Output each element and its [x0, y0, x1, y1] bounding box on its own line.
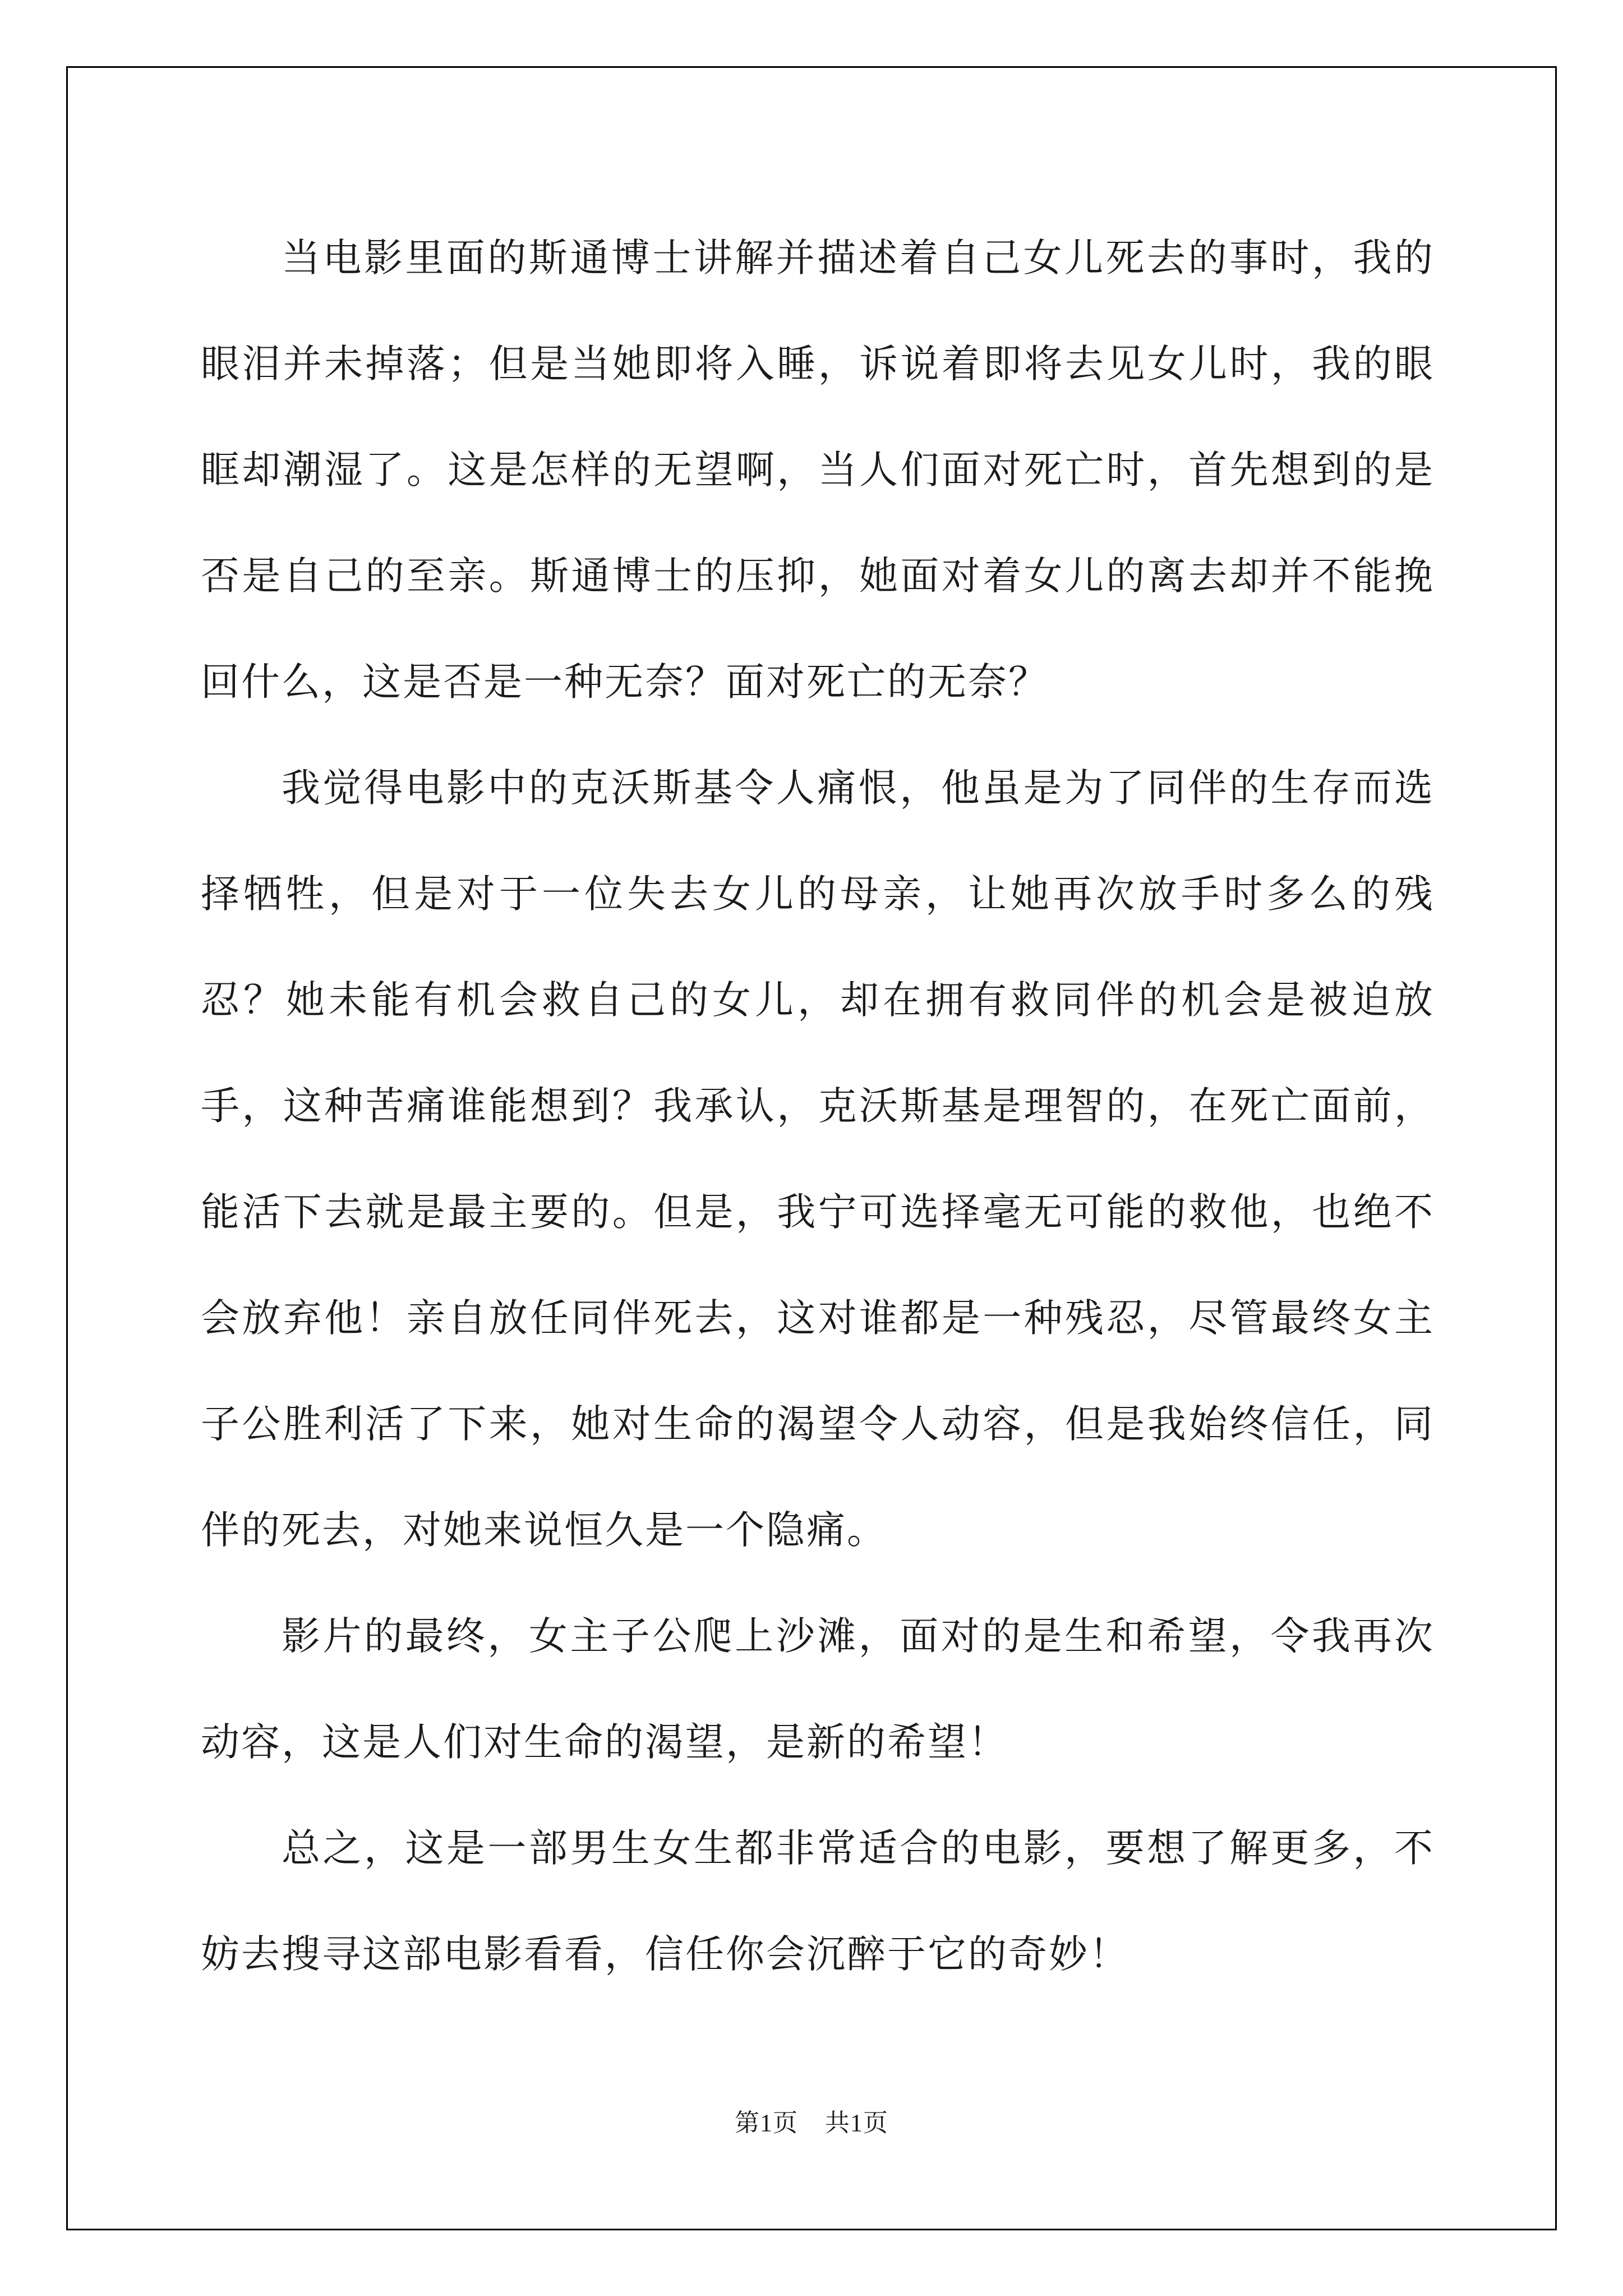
- paragraph-4: 总之，这是一部男生女生都非常适合的电影，要想了解更多，不妨去搜寻这部电影看看，信任你会沉醉于它的奇妙！: [201, 1826, 1435, 1977]
- paragraph-2: 我觉得电影中的克沃斯基令人痛恨，他虽是为了同伴的生存而选择牺牲，但是对于一位失去女儿的母亲，让她再次放手时多么的残忍？她未能有机会救自己的女儿，却在拥有救同伴的机会是被迫放手，这种苦痛谁能想到？我承认，克沃斯基是理智的，在死亡面前，能活下去就是最主要的。但是，我宁可选择毫无可能的救他，也绝不会放弃他！亲自放任同伴死去，这对谁都是一种残忍，尽管最终女主子公胜利活了下来，她对生命的渴望令人动容，但是我始终信任，同伴的死去，对她来说恒久是一个隐痛。: [201, 766, 1435, 1553]
- document-body: [201, 205, 1435, 2008]
- page-number-total: 共1页: [825, 2109, 888, 2137]
- page-footer: [0, 2102, 1623, 2138]
- paragraph-1: 当电影里面的斯通博士讲解并描述着自己女儿死去的事时，我的眼泪并未掉落；但是当她即将入睡，诉说着即将去见女儿时，我的眼眶却潮湿了。这是怎样的无望啊，当人们面对死亡时，首先想到的是否是自己的至亲。斯通博士的压抑，她面对着女儿的离去却并不能挽回什么，这是否是一种无奈？面对死亡的无奈？: [201, 236, 1435, 705]
- page-number-current: 第1页: [735, 2109, 798, 2137]
- paragraph-3: 影片的最终，女主子公爬上沙滩，面对的是生和希望，令我再次动容，这是人们对生命的渴望，是新的希望！: [201, 1614, 1435, 1765]
